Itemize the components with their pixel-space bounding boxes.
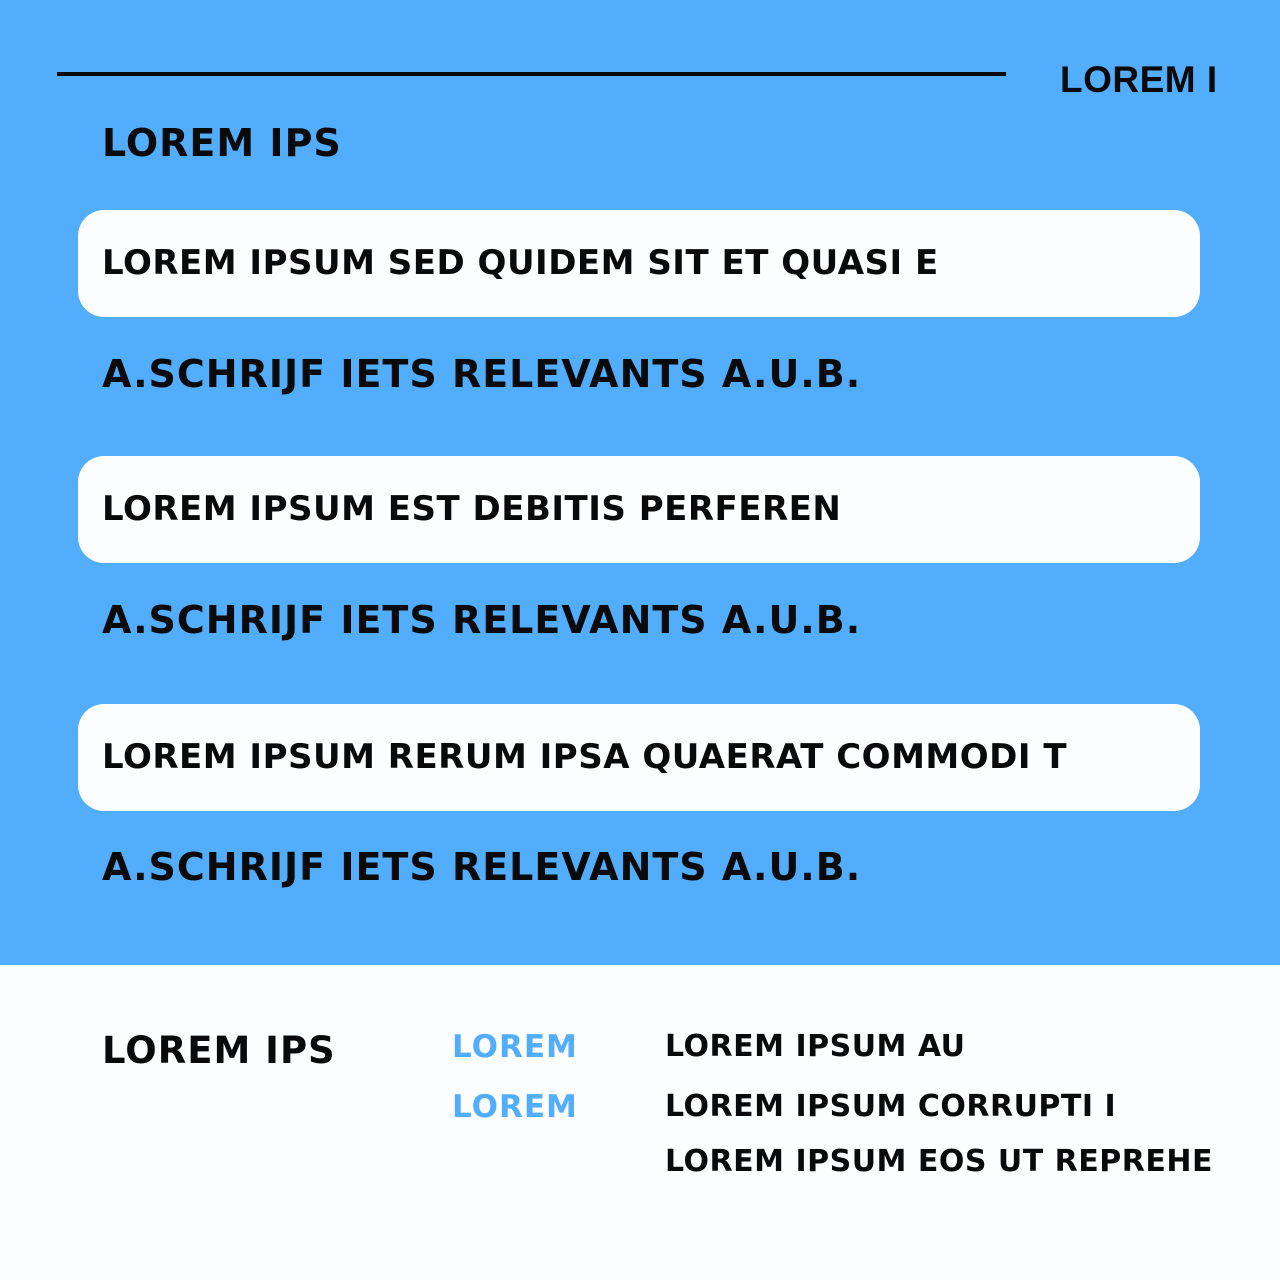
page-title: LOREM IPS (102, 121, 342, 165)
card-3-note: A.SCHRIJF IETS RELEVANTS A.U.B. (102, 845, 862, 889)
footer-item-3: LOREM IPSUM EOS UT REPREHE (665, 1144, 1213, 1179)
footer-label-2: LOREM (452, 1089, 578, 1125)
card-1-note: A.SCHRIJF IETS RELEVANTS A.U.B. (102, 352, 862, 396)
card-3-title: LOREM IPSUM RERUM IPSA QUAERAT COMMODI T (102, 737, 1068, 777)
footer-title: LOREM IPS (102, 1029, 336, 1072)
corner-label: LOREM I (1060, 59, 1218, 100)
card-1 (78, 210, 1200, 317)
card-1-title: LOREM IPSUM SED QUIDEM SIT ET QUASI E (102, 243, 939, 283)
card-2 (78, 456, 1200, 563)
header-rule (57, 72, 1006, 76)
footer-item-1: LOREM IPSUM AU (665, 1029, 966, 1064)
footer-label-1: LOREM (452, 1029, 578, 1065)
footer-item-2: LOREM IPSUM CORRUPTI I (665, 1089, 1117, 1124)
card-2-title: LOREM IPSUM EST DEBITIS PERFEREN (102, 489, 842, 529)
card-3 (78, 704, 1200, 811)
card-2-note: A.SCHRIJF IETS RELEVANTS A.U.B. (102, 598, 862, 642)
